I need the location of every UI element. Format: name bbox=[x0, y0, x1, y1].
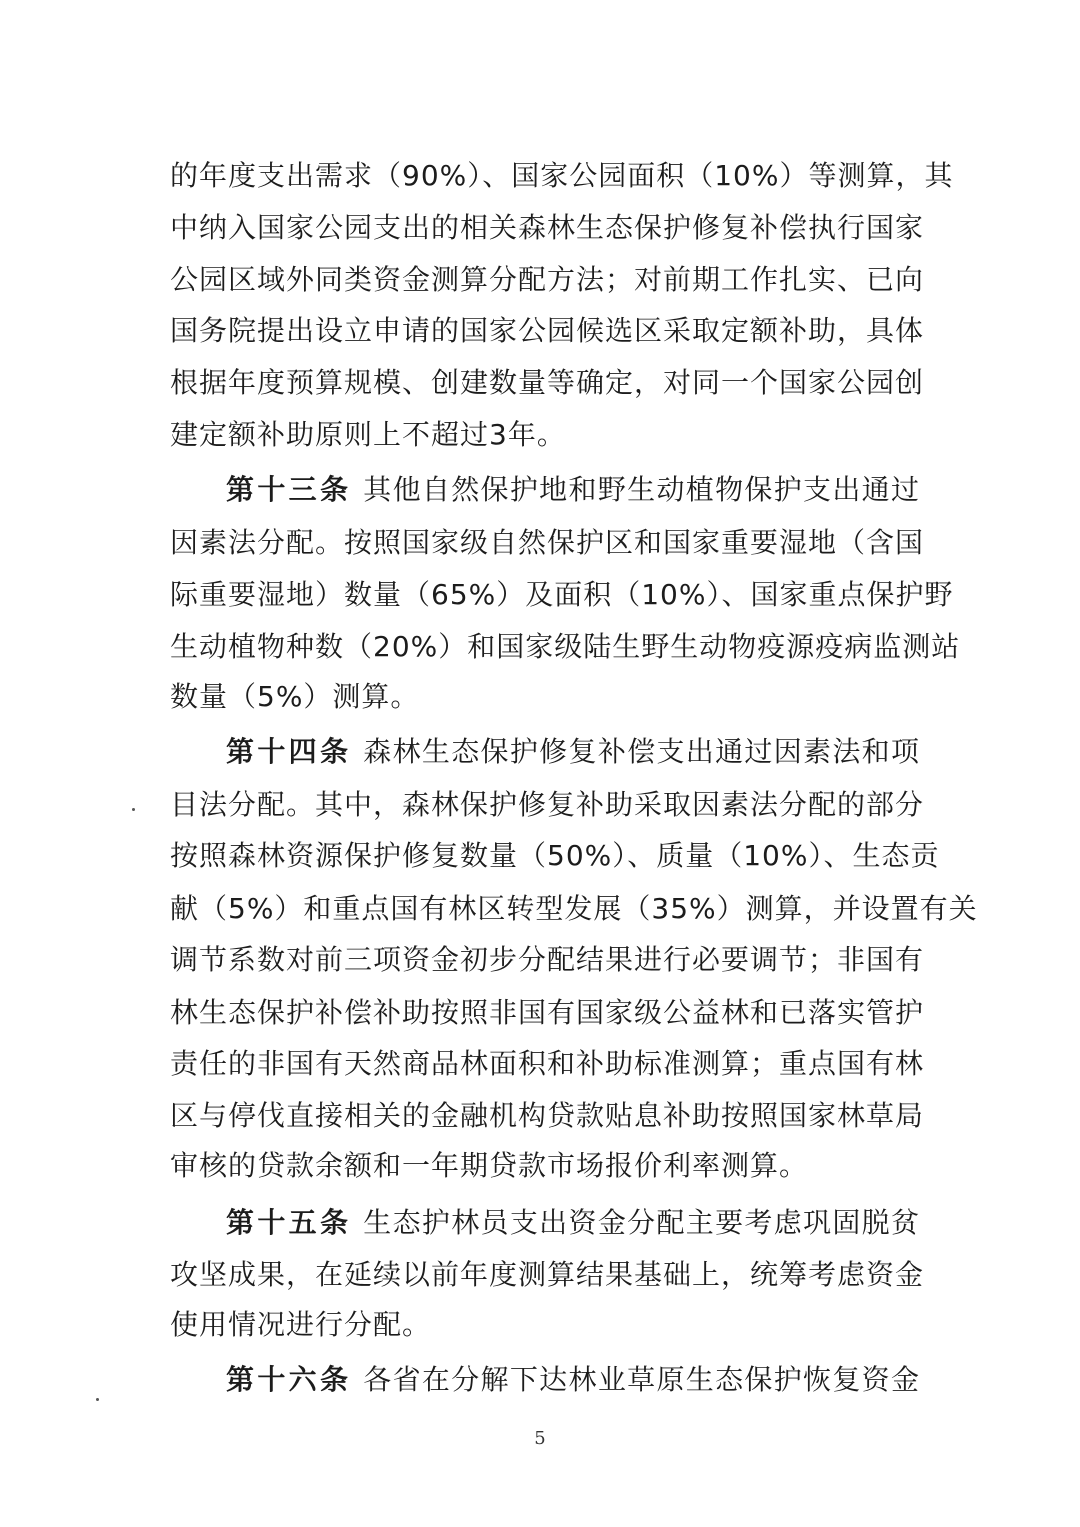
article-16-first-line bbox=[226, 1360, 920, 1400]
article-16-heading: 第十六条 bbox=[226, 1363, 352, 1396]
text-line: 审核的贷款余额和一年期贷款市场报价利率测算。 bbox=[170, 1149, 809, 1182]
article-13-heading: 第十三条 bbox=[226, 473, 352, 506]
text-line: 目法分配。其中，森林保护修复补助采取因素法分配的部分 bbox=[170, 788, 925, 821]
article-14-first-line bbox=[226, 732, 920, 772]
article-16-text: 各省在分解下达林业草原生态保护恢复资金 bbox=[363, 1363, 920, 1396]
article-14-text: 森林生态保护修复补偿支出通过因素法和项 bbox=[363, 735, 920, 768]
text-line: 因素法分配。按照国家级自然保护区和国家重要湿地（含国 bbox=[170, 526, 925, 559]
article-15-heading: 第十五条 bbox=[226, 1206, 352, 1239]
text-line: 的年度支出需求（90%）、国家公园面积（10%）等测算，其 bbox=[170, 159, 954, 192]
text-line: 国务院提出设立申请的国家公园候选区采取定额补助，具体 bbox=[170, 314, 925, 347]
text-line: 使用情况进行分配。 bbox=[170, 1308, 432, 1341]
text-line: 林生态保护补偿补助按照非国有国家级公益林和已落实管护 bbox=[170, 996, 925, 1029]
text-line: 数量（5%）测算。 bbox=[170, 680, 420, 713]
scan-speck bbox=[132, 808, 135, 811]
text-line: 攻坚成果，在延续以前年度测算结果基础上，统筹考虑资金 bbox=[170, 1258, 925, 1291]
text-line: 建定额补助原则上不超过3年。 bbox=[170, 418, 566, 451]
article-14-heading: 第十四条 bbox=[226, 735, 352, 768]
text-line: 际重要湿地）数量（65%）及面积（10%）、国家重点保护野 bbox=[170, 578, 954, 611]
text-line: 献（5%）和重点国有林区转型发展（35%）测算，并设置有关 bbox=[170, 892, 978, 925]
page-number: 5 bbox=[534, 1428, 546, 1449]
text-line: 中纳入国家公园支出的相关森林生态保护修复补偿执行国家 bbox=[170, 211, 925, 244]
text-line: 公园区域外同类资金测算分配方法；对前期工作扎实、已向 bbox=[170, 263, 925, 296]
text-line: 区与停伐直接相关的金融机构贷款贴息补助按照国家林草局 bbox=[170, 1099, 925, 1132]
text-line: 根据年度预算规模、创建数量等确定，对同一个国家公园创 bbox=[170, 366, 925, 399]
text-line: 调节系数对前三项资金初步分配结果进行必要调节；非国有 bbox=[170, 943, 925, 976]
article-15-text: 生态护林员支出资金分配主要考虑巩固脱贫 bbox=[363, 1206, 920, 1239]
article-13-text: 其他自然保护地和野生动植物保护支出通过 bbox=[363, 473, 920, 506]
article-15-first-line bbox=[226, 1203, 920, 1243]
article-13-first-line bbox=[226, 470, 920, 510]
text-line: 责任的非国有天然商品林面积和补助标准测算；重点国有林 bbox=[170, 1047, 925, 1080]
text-line: 按照森林资源保护修复数量（50%）、质量（10%）、生态贡 bbox=[170, 839, 940, 872]
scan-speck bbox=[96, 1398, 99, 1401]
text-line: 生动植物种数（20%）和国家级陆生野生动物疫源疫病监测站 bbox=[170, 630, 961, 663]
